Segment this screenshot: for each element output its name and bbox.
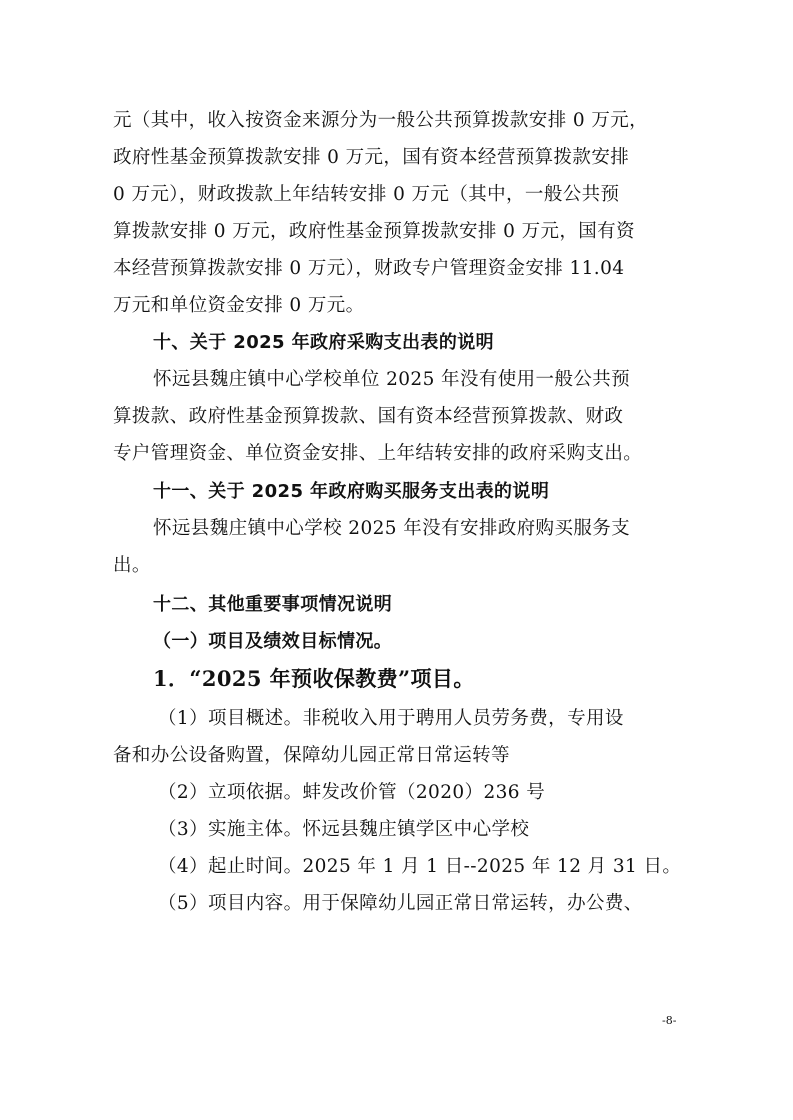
list-item: （4）起止时间。2025 年 1 月 1 日--2025 年 12 月 31 日。	[158, 856, 682, 877]
project-title: 1．“2025 年预收保教费”项目。	[153, 666, 475, 691]
paragraph-line: 万元和单位资金安排 0 万元。	[113, 295, 365, 316]
section-heading-12: 十二、其他重要事项情况说明	[153, 594, 393, 615]
paragraph-line: 专户管理资金、单位资金安排、上年结转安排的政府采购支出。	[113, 443, 643, 464]
paragraph-line: 本经营预算拨款安排 0 万元），财政专户管理资金安排 11.04	[113, 258, 625, 279]
paragraph-line: 出。	[113, 555, 151, 576]
list-item: （1）项目概述。非税收入用于聘用人员劳务费，专用设	[158, 708, 624, 729]
subsection-heading: （一）项目及绩效目标情况。	[153, 631, 393, 652]
paragraph-line: 怀远县魏庄镇中心学校 2025 年没有安排政府购买服务支	[153, 518, 631, 539]
paragraph-line: 算拨款、政府性基金预算拨款、国有资本经营预算拨款、财政	[113, 406, 624, 427]
paragraph-line: 元（其中，收入按资金来源分为一般公共预算拨款安排 0 万元，	[113, 110, 649, 131]
page-number: -8-	[662, 1014, 677, 1027]
list-item: （5）项目内容。用于保障幼儿园正常日常运转，办公费、	[158, 893, 643, 914]
paragraph-line: 算拨款安排 0 万元，政府性基金预算拨款安排 0 万元，国有资	[113, 221, 635, 242]
paragraph-line: 政府性基金预算拨款安排 0 万元，国有资本经营预算拨款安排	[113, 147, 630, 168]
section-heading-10: 十、关于 2025 年政府采购支出表的说明	[153, 332, 495, 353]
paragraph-line: 0 万元），财政拨款上年结转安排 0 万元（其中，一般公共预	[113, 184, 620, 205]
list-item-continuation: 备和办公设备购置，保障幼儿园正常日常运转等	[113, 745, 510, 766]
list-item: （2）立项依据。蚌发改价管（2020）236 号	[158, 782, 546, 803]
list-item: （3）实施主体。怀远县魏庄镇学区中心学校	[158, 819, 530, 840]
paragraph-line: 怀远县魏庄镇中心学校单位 2025 年没有使用一般公共预	[153, 369, 631, 390]
section-heading-11: 十一、关于 2025 年政府购买服务支出表的说明	[153, 481, 550, 502]
